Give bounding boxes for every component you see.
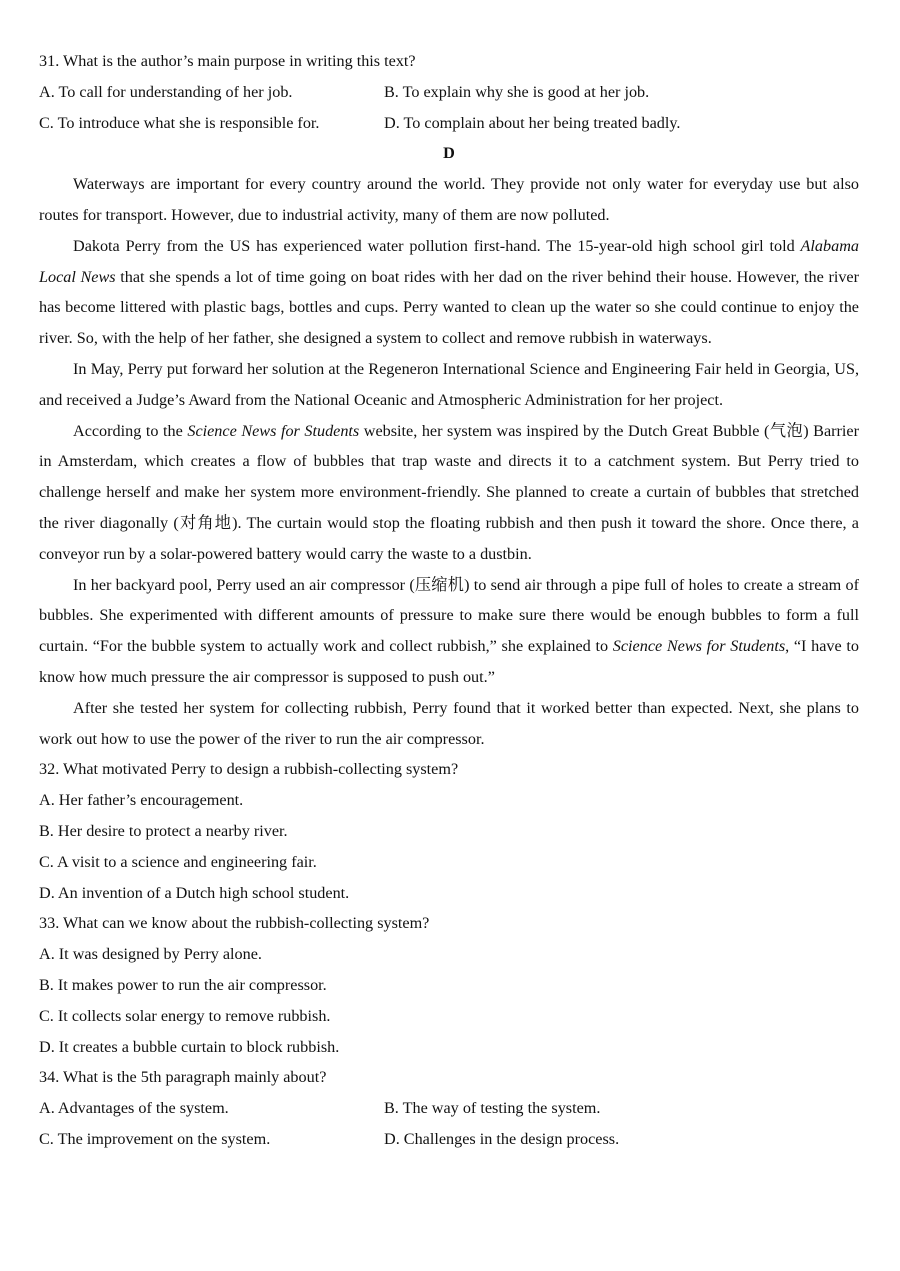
- passage-paragraph-4: [39, 416, 859, 570]
- p4-italic-source: Science News for Students: [187, 421, 360, 440]
- q31-option-d: D. To complain about her being treated badly.: [384, 113, 681, 132]
- q33-option-a: A. It was designed by Perry alone.: [39, 945, 262, 964]
- question-31-options-row-1: [39, 77, 859, 108]
- p5-text-end: , “I have to know how much pressure the air compressor is supposed to push out.”: [39, 637, 859, 686]
- q33-option-d: D. It creates a bubble curtain to block rubbish.: [39, 1037, 340, 1056]
- passage-paragraph-1: Waterways are important for every country around the world. They provide not only water for everyday use but also routes for transport. However, due to industrial activity, many of them are now polluted.: [39, 175, 859, 224]
- q32-option-c: C. A visit to a science and engineering fair.: [39, 852, 317, 871]
- p2-text-start: Dakota Perry from the US has experienced water pollution first-hand. The 15-year-old high school girl told: [73, 236, 801, 255]
- question-34-options-row-1: [39, 1093, 859, 1124]
- q31-option-b: B. To explain why she is good at her job.: [384, 82, 650, 101]
- p2-italic-source: Alabama Local News: [39, 236, 859, 286]
- passage-paragraph-2: [39, 231, 859, 354]
- q33-option-c: C. It collects solar energy to remove rubbish.: [39, 1006, 331, 1025]
- p5-italic-source: Science News for Students: [612, 637, 786, 656]
- q33-option-b: B. It makes power to run the air compressor.: [39, 975, 327, 994]
- question-32-stem: 32. What motivated Perry to design a rubbish-collecting system?: [39, 760, 459, 779]
- passage-paragraph-3: In May, Perry put forward her solution at the Regeneron International Science and Engineering Fair held in Georgia, US, and received a Judge’s Award from the National Oceanic and Atmospheric Administration for her project.: [39, 359, 859, 409]
- q34-option-c: C. The improvement on the system.: [39, 1129, 271, 1148]
- p4-text-start: According to the: [73, 421, 188, 440]
- q31-option-a: A. To call for understanding of her job.: [39, 82, 293, 101]
- passage-paragraph-5: [39, 570, 859, 693]
- exam-page: [39, 46, 859, 1155]
- q34-option-b: B. The way of testing the system.: [384, 1099, 601, 1118]
- question-31-stem: 31. What is the author’s main purpose in writing this text?: [39, 52, 416, 70]
- q34-option-a: A. Advantages of the system.: [39, 1099, 229, 1118]
- q32-option-a: A. Her father’s encouragement.: [39, 791, 244, 810]
- passage-paragraph-6: After she tested her system for collecting rubbish, Perry found that it worked better than expected. Next, she plans to work out how to use the power of the river to run the air compressor.: [39, 698, 859, 748]
- q31-option-c: C. To introduce what she is responsible for.: [39, 113, 320, 132]
- question-33-stem: 33. What can we know about the rubbish-collecting system?: [39, 914, 430, 933]
- p4-text-end: website, her system was inspired by the Dutch Great Bubble (气泡) Barrier in Amsterdam, which creates a flow of bubbles that trap waste and directs it to a catchment system. But Perry tried to challenge herself and make her system more environment-friendly. She planned to create a curtain of bubbles that stretched the river diagonally (对角地). The curtain would stop the floating rubbish and then push it toward the shore. Once there, a conveyor run by a solar-powered battery would carry the waste to a dustbin.: [39, 421, 859, 563]
- question-31-options-row-2: [39, 108, 859, 139]
- question-34-options-row-2: [39, 1124, 859, 1155]
- p5-text-start: In her backyard pool, Perry used an air compressor (压缩机) to send air through a pipe full of holes to create a stream of bubbles. She experimented with different amounts of pressure to make sure there would be enough bubbles to form a full curtain. “For the bubble system to actually work and collect rubbish,” she explained to: [39, 575, 859, 656]
- question-34-stem: 34. What is the 5th paragraph mainly about?: [39, 1068, 327, 1087]
- section-label: D: [443, 144, 455, 163]
- q32-option-d: D. An invention of a Dutch high school student.: [39, 883, 350, 902]
- p2-text-end: that she spends a lot of time going on boat rides with her dad on the river behind their house. However, the river has become littered with plastic bags, bottles and cups. Perry wanted to clean up the water so she could continue to enjoy the river. So, with the help of her father, she designed a system to collect and remove rubbish in waterways.: [39, 267, 859, 348]
- q34-option-d: D. Challenges in the design process.: [384, 1129, 620, 1148]
- q32-option-b: B. Her desire to protect a nearby river.: [39, 821, 288, 840]
